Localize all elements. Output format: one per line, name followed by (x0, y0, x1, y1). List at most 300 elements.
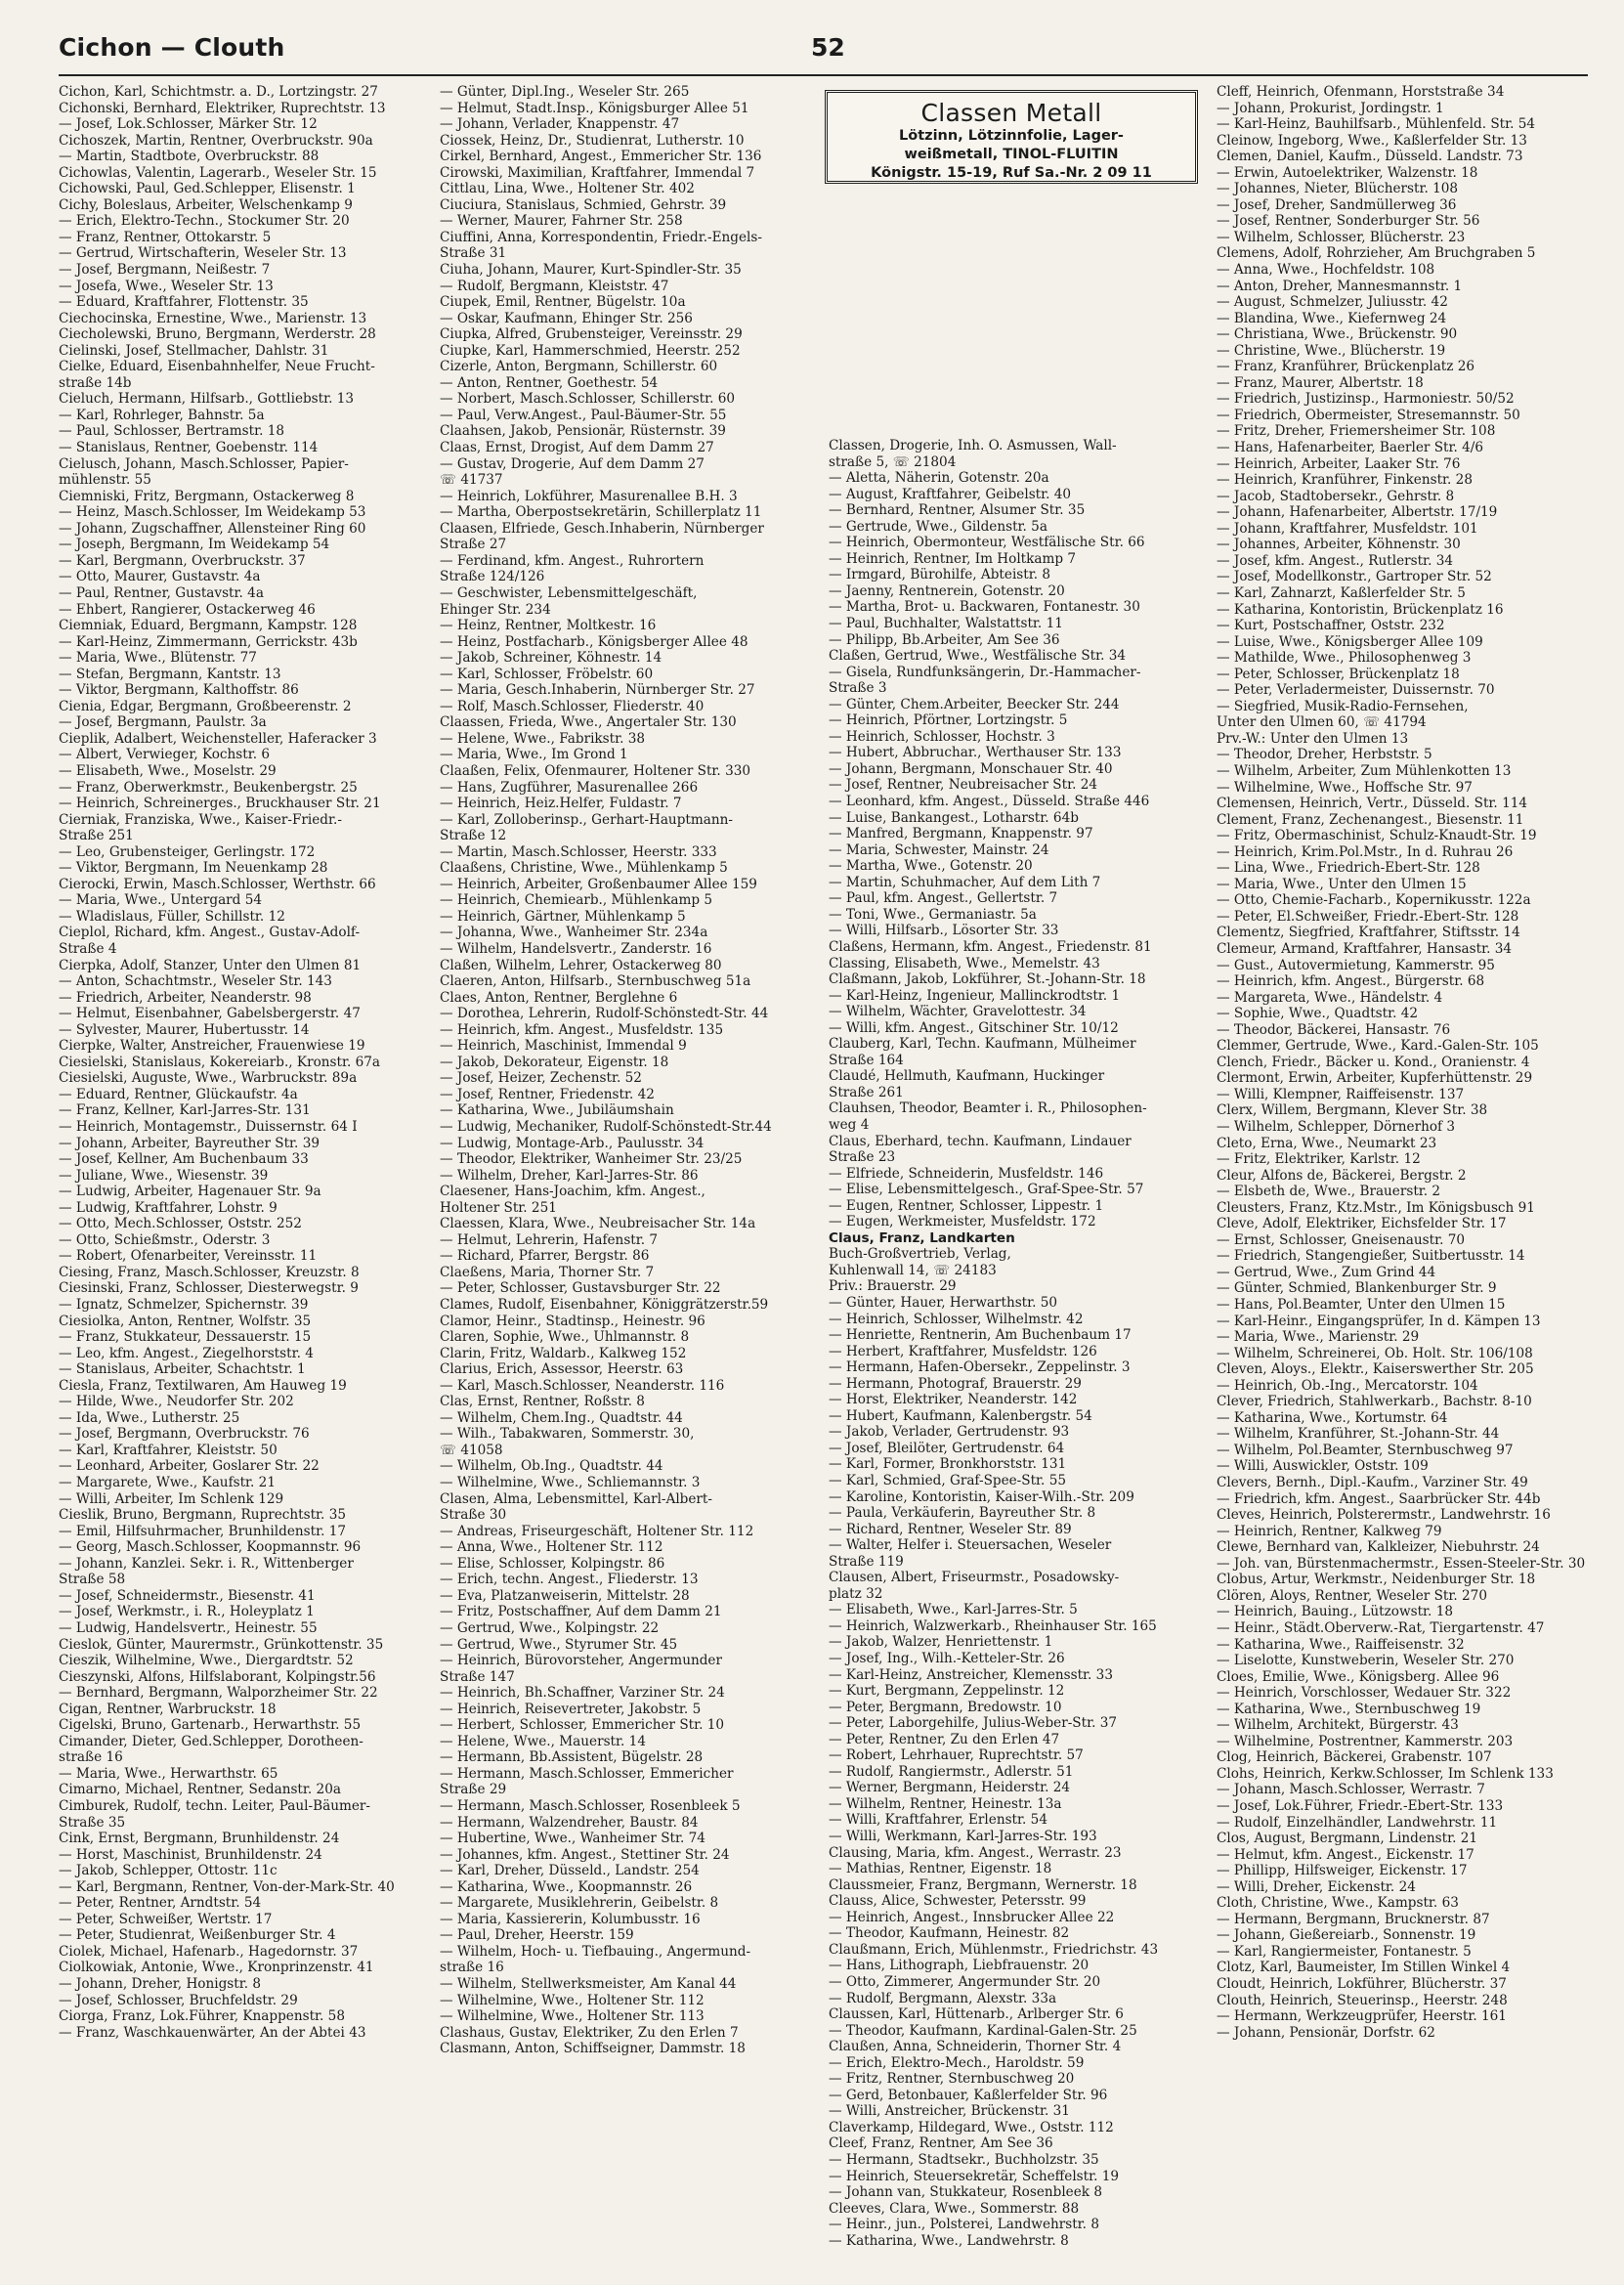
directory-entry: straße 14b (59, 374, 132, 391)
directory-entry: straße 16 (440, 1960, 504, 1976)
directory-entry: Ciesing, Franz, Masch.Schlosser, Kreuzstr. 8 (59, 1264, 360, 1280)
directory-entry: — Hubert, Kaufmann, Kalenbergstr. 54 (829, 1407, 1092, 1424)
directory-entry: — August, Schmelzer, Juliusstr. 42 (1217, 294, 1448, 311)
directory-entry: — Johann, Pensionär, Dorfstr. 62 (1217, 2024, 1435, 2041)
directory-entry: — Josef, Dreher, Sandmüllerweg 36 (1217, 196, 1457, 213)
directory-entry: Ciesla, Franz, Textilwaren, Am Hauweg 19 (59, 1377, 347, 1394)
directory-entry: Holtener Str. 251 (440, 1199, 557, 1216)
directory-entry: — Willi, kfm. Angest., Gitschiner Str. 10/12 (829, 1019, 1119, 1036)
directory-entry: Straße 164 (829, 1052, 904, 1068)
directory-entry: Straße 58 (59, 1572, 126, 1588)
directory-entry: — Heinrich, Angest., Innsbrucker Allee 22 (829, 1909, 1115, 1925)
directory-entry: — Franz, Rentner, Ottokarstr. 5 (59, 229, 272, 245)
directory-entry: — Josefa, Wwe., Weseler Str. 13 (59, 278, 274, 294)
directory-entry: — Anna, Wwe., Holtener Str. 112 (440, 1539, 663, 1556)
directory-entry: — Peter, Rentner, Zu den Erlen 47 (829, 1731, 1060, 1747)
directory-entry: — Hermann, Stadtsekr., Buchholzstr. 35 (829, 2151, 1099, 2168)
directory-entry: — Martha, Wwe., Gotenstr. 20 (829, 858, 1033, 875)
directory-entry: — Herbert, Kraftfahrer, Musfeldstr. 126 (829, 1343, 1097, 1359)
directory-entry: — Eduard, Rentner, Glückaufstr. 4a (59, 1086, 298, 1102)
directory-entry: — Josef, Kellner, Am Buchenbaum 33 (59, 1151, 309, 1168)
directory-entry: Clog, Heinrich, Bäckerei, Grabenstr. 107 (1217, 1749, 1492, 1766)
directory-entry: — Margarete, Musiklehrerin, Geibelstr. 8 (440, 1895, 719, 1912)
directory-entry: — Katharina, Wwe., Koopmannstr. 26 (440, 1878, 693, 1895)
directory-entry: Cittlau, Lina, Wwe., Holtener Str. 402 (440, 181, 695, 197)
directory-entry: — Albert, Verwieger, Kochstr. 6 (59, 747, 271, 763)
directory-entry: Straße 35 (59, 1814, 126, 1831)
directory-entry: — Jacob, Stadtobersekr., Gehrstr. 8 (1217, 488, 1455, 504)
directory-entry: — Mathias, Rentner, Eigenstr. 18 (829, 1861, 1052, 1877)
ad-title: Classen Metall (920, 99, 1102, 127)
directory-entry: — Willi, Auswickler, Oststr. 109 (1217, 1458, 1429, 1475)
directory-entry: — Heinrich, kfm. Angest., Bürgerstr. 68 (1217, 973, 1485, 990)
directory-entry: Cimarno, Michael, Rentner, Sedanstr. 20a (59, 1782, 341, 1798)
directory-entry: — Ida, Wwe., Lutherstr. 25 (59, 1409, 240, 1426)
directory-entry: Cieszynski, Alfons, Hilfslaborant, Kolpingstr.56 (59, 1668, 376, 1685)
directory-entry: Claesener, Hans-Joachim, kfm. Angest., (440, 1184, 705, 1200)
directory-entry: — Johann, Gießereiarb., Sonnenstr. 19 (1217, 1927, 1476, 1944)
directory-entry: Clames, Rudolf, Eisenbahner, Königgrätzerstr.59 (440, 1297, 769, 1314)
directory-entry: — Peter, Schlosser, Brückenplatz 18 (1217, 666, 1460, 682)
directory-entry: Cienia, Edgar, Bergmann, Großbeerenstr. 2 (59, 698, 352, 714)
directory-entry: Cleeves, Clara, Wwe., Sommerstr. 88 (829, 2200, 1080, 2217)
directory-entry: — Wilhelmine, Postrentner, Kammerstr. 203 (1217, 1733, 1514, 1749)
directory-entry: — Wilhelm, Kranführer, St.-Johann-Str. 44 (1217, 1426, 1500, 1443)
directory-entry: Cink, Ernst, Bergmann, Brunhildenstr. 24 (59, 1831, 340, 1847)
directory-entry: — Ferdinand, kfm. Angest., Ruhrortern (440, 552, 705, 569)
directory-entry: — Heinr., Städt.Oberverw.-Rat, Tiergartenstr. 47 (1217, 1619, 1545, 1636)
directory-entry: — Karl, Zahnarzt, Kaßlerfelder Str. 5 (1217, 584, 1466, 601)
directory-entry: — Gertrud, Wirtschafterin, Weseler Str. 13 (59, 245, 347, 262)
directory-entry: — Mathilde, Wwe., Philosophenweg 3 (1217, 650, 1472, 667)
directory-entry: Priv.: Brauerstr. 29 (829, 1278, 957, 1295)
directory-entry: — Paul, Buchhalter, Walstattstr. 11 (829, 616, 1063, 632)
directory-entry: — Eduard, Kraftfahrer, Flottenstr. 35 (59, 294, 309, 311)
directory-entry: — Andreas, Friseurgeschäft, Holtener Str. 112 (440, 1523, 754, 1539)
directory-entry: Straße 29 (440, 1782, 507, 1798)
directory-entry: Cieluch, Hermann, Hilfsarb., Gottliebstr. 13 (59, 391, 355, 408)
directory-entry: — Peter, Rentner, Arndtstr. 54 (59, 1895, 262, 1912)
directory-entry: — Hilde, Wwe., Neudorfer Str. 202 (59, 1394, 294, 1410)
directory-entry: — Karl, Dreher, Düsseld., Landstr. 254 (440, 1863, 700, 1879)
directory-entry: — Martin, Stadtbote, Overbruckstr. 88 (59, 149, 320, 165)
directory-entry: Straße 119 (829, 1553, 904, 1570)
directory-entry: Cirkel, Bernhard, Angest., Emmericher Str. 136 (440, 149, 762, 165)
directory-entry: — Helene, Wwe., Fabrikstr. 38 (440, 730, 646, 747)
directory-entry: — Wilhelm, Schreinerei, Ob. Holt. Str. 106/108 (1217, 1345, 1533, 1361)
directory-entry: Ciesielski, Auguste, Wwe., Warbruckstr. 89a (59, 1070, 358, 1087)
directory-entry: — Friedrich, Stangengießer, Suitbertusstr. 14 (1217, 1248, 1525, 1265)
directory-entry: — Heinrich, Bürovorsteher, Angermunder (440, 1653, 722, 1669)
directory-entry: — Heinrich, Schlosser, Hochstr. 3 (829, 728, 1055, 745)
directory-entry: Cimander, Dieter, Ged.Schlepper, Dorotheen- (59, 1733, 363, 1749)
directory-entry: — Johann van, Stukkateur, Rosenbleek 8 (829, 2184, 1102, 2201)
directory-entry: — Otto, Schießmstr., Oderstr. 3 (59, 1231, 271, 1248)
directory-entry: — Heinz, Masch.Schlosser, Im Weidekamp 53 (59, 504, 366, 521)
directory-entry: Clemensen, Heinrich, Vertr., Düsseld. Str. 114 (1217, 796, 1528, 812)
directory-entry: Ciecholewski, Bruno, Bergmann, Werderstr. 28 (59, 326, 376, 343)
directory-entry: — Ludwig, Arbeiter, Hagenauer Str. 9a (59, 1184, 321, 1200)
directory-entry: — Wilhelm, Hoch- u. Tiefbauing., Angermund- (440, 1943, 751, 1960)
ad-line-2: weißmetall, TINOL-FLUITIN (904, 147, 1119, 162)
directory-entry: — Willi, Anstreicher, Brückenstr. 31 (829, 2103, 1070, 2120)
directory-entry: — Otto, Chemie-Facharb., Kopernikusstr. 122a (1217, 892, 1531, 909)
directory-entry: — Kurt, Postschaffner, Oststr. 232 (1217, 618, 1445, 634)
directory-entry: — Jakob, Walzer, Henriettenstr. 1 (829, 1634, 1053, 1651)
directory-entry: — Wilhelmine, Wwe., Hoffsche Str. 97 (1217, 779, 1473, 796)
directory-entry: — Wilhelmine, Wwe., Holtener Str. 113 (440, 2008, 705, 2025)
directory-entry: — Karl, Bergmann, Rentner, Von-der-Mark-Str. 40 (59, 1878, 395, 1895)
directory-entry: Claudé, Hellmuth, Kaufmann, Huckinger (829, 1068, 1105, 1085)
directory-entry: — Theodor, Dreher, Herbststr. 5 (1217, 747, 1432, 763)
directory-entry: Cielinski, Josef, Stellmacher, Dahlstr. 31 (59, 342, 329, 359)
directory-entry: — Karl, Zolloberinsp., Gerhart-Hauptmann- (440, 811, 733, 828)
directory-entry: — Johann, Kanzlei. Sekr. i. R., Wittenberger (59, 1555, 354, 1572)
directory-entry: — Fritz, Dreher, Friemersheimer Str. 108 (1217, 423, 1496, 440)
directory-entry: Claussmeier, Franz, Bergmann, Wernerstr. 18 (829, 1876, 1137, 1893)
directory-entry: — Paul, Schlosser, Bertramstr. 18 (59, 423, 285, 440)
directory-entry: — Martha, Oberpostsekretärin, Schillerplatz 11 (440, 504, 762, 521)
directory-entry: Ciemniak, Eduard, Bergmann, Kampstr. 128 (59, 618, 358, 634)
directory-entry: — Wilhelm, Stellwerksmeister, Am Kanal 44 (440, 1975, 737, 1992)
directory-entry: — Ludwig, Kraftfahrer, Lohstr. 9 (59, 1199, 278, 1216)
directory-entry: Ehinger Str. 234 (440, 601, 551, 618)
directory-entry: Ciesielski, Stanislaus, Kokereiarb., Kronstr. 67a (59, 1054, 380, 1070)
directory-entry: Clouth, Heinrich, Steuerinsp., Heerstr. 248 (1217, 1992, 1508, 2008)
directory-entry: — Otto, Zimmerer, Angermunder Str. 20 (829, 1973, 1101, 1990)
directory-entry: — Jakob, Dekorateur, Eigenstr. 18 (440, 1054, 669, 1070)
directory-entry: Ciorga, Franz, Lok.Führer, Knappenstr. 58 (59, 2008, 345, 2025)
directory-entry: — Ernst, Schlosser, Gneisenaustr. 70 (1217, 1231, 1466, 1248)
directory-entry: — Wilhelmine, Wwe., Schliemannstr. 3 (440, 1475, 701, 1491)
directory-entry: Claes, Anton, Rentner, Berglehne 6 (440, 989, 678, 1006)
directory-entry: — Stanislaus, Rentner, Goebenstr. 114 (59, 440, 319, 456)
directory-entry: — Peter, El.Schweißer, Friedr.-Ebert-Str. 128 (1217, 908, 1519, 925)
directory-entry: — Leo, Grubensteiger, Gerlingstr. 172 (59, 843, 316, 860)
directory-entry: Straße 27 (440, 537, 507, 553)
directory-entry: Clos, August, Bergmann, Lindenstr. 21 (1217, 1831, 1478, 1847)
directory-entry: — Paul, kfm. Angest., Gellertstr. 7 (829, 890, 1058, 907)
directory-entry: — Josef, Bergmann, Overbruckstr. 76 (59, 1426, 310, 1443)
directory-entry: Claverkamp, Hildegard, Wwe., Oststr. 112 (829, 2119, 1114, 2135)
directory-entry: — Heinrich, Kranführer, Finkenstr. 28 (1217, 472, 1473, 489)
directory-entry: Cierpka, Adolf, Stanzer, Unter den Ulmen 81 (59, 957, 362, 973)
directory-entry: — Heinrich, Bauing., Lützowstr. 18 (1217, 1604, 1453, 1620)
directory-entry: — Georg, Masch.Schlosser, Koopmannstr. 96 (59, 1539, 362, 1556)
directory-entry: Ciolkowiak, Antonie, Wwe., Kronprinzenstr. 41 (59, 1960, 374, 1976)
directory-entry: Ciossek, Heinz, Dr., Studienrat, Lutherstr. 10 (440, 132, 745, 149)
directory-entry: — Hubertine, Wwe., Wanheimer Str. 74 (440, 1831, 705, 1847)
directory-entry: Clement, Franz, Zechenangest., Biesenstr. 11 (1217, 811, 1524, 828)
page-number: 52 (811, 33, 845, 62)
directory-entry: Cleve, Adolf, Elektriker, Eichsfelder Str. 17 (1217, 1216, 1507, 1232)
directory-entry: — Stanislaus, Arbeiter, Schachtstr. 1 (59, 1361, 306, 1378)
directory-entry: Claahsen, Jakob, Pensionär, Rüsternstr. 39 (440, 423, 726, 440)
directory-entry: Claaßens, Christine, Wwe., Mühlenkamp 5 (440, 860, 728, 877)
directory-entry: — Paula, Verkäuferin, Bayreuther Str. 8 (829, 1505, 1096, 1522)
directory-entry: Unter den Ulmen 60, ☏ 41794 (1217, 714, 1427, 731)
directory-entry: — Heinz, Rentner, Moltkestr. 16 (440, 618, 657, 634)
directory-entry: — Ignatz, Schmelzer, Spichernstr. 39 (59, 1297, 309, 1314)
directory-entry: — Johannes, Arbeiter, Köhnenstr. 30 (1217, 537, 1461, 553)
directory-entry: — Theodor, Kaufmann, Kardinal-Galen-Str. 25 (829, 2022, 1137, 2039)
directory-entry: — Josef, Werkmstr., i. R., Holeyplatz 1 (59, 1604, 315, 1620)
directory-entry: Straße 12 (440, 828, 507, 844)
directory-entry: — Aletta, Näherin, Gotenstr. 20a (829, 470, 1049, 487)
directory-entry: — Bernhard, Rentner, Alsumer Str. 35 (829, 502, 1086, 519)
directory-entry: — Ludwig, Montage-Arb., Paulusstr. 34 (440, 1135, 705, 1151)
directory-entry: — Maria, Wwe., Marienstr. 29 (1217, 1329, 1420, 1346)
directory-entry: — Willi, Dreher, Eickenstr. 24 (1217, 1878, 1416, 1895)
directory-entry: — Kurt, Bergmann, Zeppelinstr. 12 (829, 1683, 1065, 1700)
directory-entry: Cleven, Aloys., Elektr., Kaiserswerther Str. 205 (1217, 1361, 1534, 1378)
directory-entry: — Heinrich, Obermonteur, Westfälische Str. 66 (829, 535, 1145, 551)
directory-entry: — Wilhelm, Arbeiter, Zum Mühlenkotten 13 (1217, 762, 1512, 779)
directory-entry: Cloudt, Heinrich, Lokführer, Blücherstr. 37 (1217, 1975, 1507, 1992)
directory-entry: Cieszik, Wilhelmine, Wwe., Diergardtstr. 52 (59, 1653, 354, 1669)
directory-entry: Straße 30 (440, 1507, 507, 1524)
directory-entry: — Hans, Zugführer, Masurenallee 266 (440, 779, 699, 796)
directory-entry: Clotz, Karl, Baumeister, Im Stillen Winkel 4 (1217, 1960, 1511, 1976)
directory-entry: — Friedrich, kfm. Angest., Saarbrücker Str. 44b (1217, 1490, 1541, 1507)
directory-entry: Clench, Friedr., Bäcker u. Kond., Oranienstr. 4 (1217, 1054, 1530, 1070)
directory-entry: — Heinrich, Rentner, Kalkweg 79 (1217, 1523, 1442, 1539)
column-2 (440, 84, 811, 2057)
directory-entry: Prv.-W.: Unter den Ulmen 13 (1217, 730, 1409, 747)
directory-entry: — Heinrich, Krim.Pol.Mstr., In d. Ruhrau 26 (1217, 843, 1514, 860)
directory-entry: — Heinrich, Reisevertreter, Jakobstr. 5 (440, 1701, 702, 1717)
directory-entry: — August, Kraftfahrer, Geibelstr. 40 (829, 486, 1072, 502)
directory-entry: — Bernhard, Bergmann, Walporzheimer Str. 22 (59, 1685, 378, 1702)
directory-entry: — Jakob, Verlader, Gertrudenstr. 93 (829, 1424, 1070, 1441)
directory-entry: — Friedrich, Justizinsp., Harmoniestr. 50/52 (1217, 391, 1515, 408)
directory-entry: — Helmut, Eisenbahner, Gabelsbergerstr. 47 (59, 1006, 361, 1022)
directory-entry: Clemeur, Armand, Kraftfahrer, Hansastr. 34 (1217, 940, 1513, 957)
directory-entry: Ciolek, Michael, Hafenarb., Hagedornstr. 37 (59, 1943, 359, 1960)
directory-entry: Ciuffini, Anna, Korrespondentin, Friedr.-Engels- (440, 229, 762, 245)
directory-entry: — Willi, Arbeiter, Im Schlenk 129 (59, 1490, 284, 1507)
directory-entry: Ciupek, Emil, Rentner, Bügelstr. 10a (440, 294, 686, 311)
directory-entry: Cigelski, Bruno, Gartenarb., Herwarthstr. 55 (59, 1717, 362, 1734)
directory-entry: — Robert, Ofenarbeiter, Vereinsstr. 11 (59, 1248, 318, 1265)
directory-entry: Clarin, Fritz, Waldarb., Kalkweg 152 (440, 1345, 687, 1361)
directory-entry: — Luise, Bankangest., Lotharstr. 64b (829, 809, 1079, 826)
directory-entry: — Josef, Bergmann, Neißestr. 7 (59, 262, 271, 279)
directory-entry: — Heinrich, Pförtner, Lortzingstr. 5 (829, 712, 1068, 729)
directory-entry: — Gertrud, Wwe., Styrumer Str. 45 (440, 1636, 678, 1653)
directory-entry: Claeßens, Maria, Thorner Str. 7 (440, 1264, 655, 1280)
directory-entry: — Johannes, Nieter, Blücherstr. 108 (1217, 181, 1459, 197)
directory-entry: — Erich, Elektro-Techn., Stockumer Str. 20 (59, 213, 350, 230)
directory-entry: — Heinrich, Montagemstr., Duissernstr. 64 I (59, 1119, 358, 1135)
directory-entry: — Josef, Modellkonstr., Gartroper Str. 52 (1217, 569, 1492, 585)
directory-entry: — Hermann, Masch.Schlosser, Emmericher (440, 1765, 734, 1782)
directory-entry: — Willi, Hilfsarb., Lösorter Str. 33 (829, 923, 1059, 939)
directory-entry: — Dorothea, Lehrerin, Rudolf-Schönstedt-Str. 44 (440, 1006, 769, 1022)
directory-entry: — Heinrich, kfm. Angest., Musfeldstr. 135 (440, 1021, 724, 1038)
directory-entry: Cichoszek, Martin, Rentner, Overbruckstr. 90a (59, 132, 373, 149)
directory-entry: — Heinrich, Ob.-Ing., Mercatorstr. 104 (1217, 1377, 1478, 1394)
directory-entry: — Hermann, Hafen-Obersekr., Zeppelinstr. 3 (829, 1359, 1131, 1376)
directory-entry: — Wladislaus, Füller, Schillstr. 12 (59, 908, 285, 925)
directory-entry: — Christiana, Wwe., Brückenstr. 90 (1217, 326, 1458, 343)
directory-entry: — Josef, Lok.Schlosser, Märker Str. 12 (59, 116, 318, 133)
directory-entry: Cichowlas, Valentin, Lagerarb., Weseler Str. 15 (59, 164, 377, 181)
directory-entry: — Wilhelmine, Wwe., Holtener Str. 112 (440, 1992, 705, 2008)
directory-entry: Cleinow, Ingeborg, Wwe., Kaßlerfelder Str. 13 (1217, 132, 1527, 149)
directory-entry: Clemens, Adolf, Rohrzieher, Am Bruchgraben 5 (1217, 245, 1536, 262)
directory-entry: — Franz, Maurer, Albertstr. 18 (1217, 374, 1424, 391)
directory-entry: — Oskar, Kaufmann, Ehinger Str. 256 (440, 310, 693, 326)
directory-entry: — Karl, Kraftfahrer, Kleiststr. 50 (59, 1442, 278, 1458)
directory-entry: Clauss, Alice, Schwester, Petersstr. 99 (829, 1893, 1087, 1910)
directory-entry: — Helmut, kfm. Angest., Eickenstr. 17 (1217, 1846, 1474, 1863)
directory-entry: — Günter, Dipl.Ing., Weseler Str. 265 (440, 84, 690, 100)
directory-entry: ☏ 41737 (440, 472, 503, 489)
directory-entry: — Philipp, Bb.Arbeiter, Am See 36 (829, 631, 1060, 648)
directory-entry: Ciupka, Alfred, Grubensteiger, Vereinsstr. 29 (440, 326, 743, 343)
directory-entry: Cleusters, Franz, Ktz.Mstr., Im Königsbusch 91 (1217, 1199, 1535, 1216)
directory-entry: Clever, Friedrich, Stahlwerkarb., Bachstr. 8-10 (1217, 1394, 1532, 1410)
directory-entry: — Hermann, Masch.Schlosser, Rosenbleek 5 (440, 1797, 741, 1814)
directory-entry: — Ehbert, Rangierer, Ostackerweg 46 (59, 601, 316, 618)
directory-entry: — Karl, Former, Bronkhorststr. 131 (829, 1456, 1067, 1473)
directory-entry: — Friedrich, Arbeiter, Neanderstr. 98 (59, 989, 312, 1006)
directory-entry: — Martin, Schuhmacher, Auf dem Lith 7 (829, 874, 1101, 890)
directory-entry: — Josef, Schneidermstr., Biesenstr. 41 (59, 1587, 316, 1604)
directory-entry: — Maria, Wwe., Im Grond 1 (440, 747, 628, 763)
directory-entry: — Wilhelm, Chem.Ing., Quadtstr. 44 (440, 1409, 683, 1426)
directory-entry: Claßmann, Jakob, Lokführer, St.-Johann-Str. 18 (829, 971, 1146, 988)
directory-entry: Classen, Drogerie, Inh. O. Asmussen, Wall- (829, 438, 1117, 453)
column-3 (829, 438, 1200, 2249)
directory-entry: — Josef, Schlosser, Bruchfeldstr. 29 (59, 1992, 298, 2008)
advertisement-box (825, 90, 1198, 184)
directory-entry: — Fritz, Obermaschinist, Schulz-Knaudt-Str. 19 (1217, 828, 1537, 844)
directory-entry: — Heinz, Postfacharb., Königsberger Allee 48 (440, 633, 748, 650)
directory-entry: — Heinrich, Steuersekretär, Scheffelstr. 19 (829, 2168, 1120, 2184)
directory-entry: Straße 251 (59, 828, 134, 844)
directory-entry: Clobus, Artur, Werkmstr., Neidenburger Str. 18 (1217, 1572, 1536, 1588)
directory-entry: Clarius, Erich, Assessor, Heerstr. 63 (440, 1361, 684, 1378)
directory-entry: — Elisabeth, Wwe., Karl-Jarres-Str. 5 (829, 1602, 1078, 1618)
directory-entry: Clamor, Heinr., Stadtinsp., Heinestr. 96 (440, 1313, 705, 1329)
directory-entry: — Martha, Brot- u. Backwaren, Fontanestr. 30 (829, 599, 1140, 616)
directory-entry: Buch-Großvertrieb, Verlag, (829, 1246, 1011, 1263)
directory-entry: — Wilhelm, Dreher, Karl-Jarres-Str. 86 (440, 1167, 699, 1184)
directory-entry: — Katharina, Kontoristin, Brückenplatz 16 (1217, 601, 1504, 618)
directory-entry: mühlenstr. 55 (59, 472, 151, 489)
directory-entry: — Toni, Wwe., Germaniastr. 5a (829, 906, 1037, 923)
directory-entry: Clementz, Siegfried, Kraftfahrer, Stiftsstr. 14 (1217, 925, 1520, 941)
directory-entry: — Ludwig, Handelsvertr., Heinestr. 55 (59, 1619, 318, 1636)
directory-entry: — Peter, Bergmann, Bredowstr. 10 (829, 1699, 1062, 1715)
directory-entry: — Heinrich, Gärtner, Mühlenkamp 5 (440, 908, 686, 925)
directory-entry: — Johann, Masch.Schlosser, Werrastr. 7 (1217, 1782, 1485, 1798)
directory-entry: — Johannes, kfm. Angest., Stettiner Str. 24 (440, 1846, 730, 1863)
directory-entry: — Herbert, Schlosser, Emmericher Str. 10 (440, 1717, 725, 1734)
directory-entry: — Erwin, Autoelektriker, Walzenstr. 18 (1217, 164, 1478, 181)
directory-entry: — Viktor, Bergmann, Kalthoffstr. 86 (59, 682, 299, 699)
directory-entry: — Hubert, Abbruchar., Werthauser Str. 133 (829, 745, 1122, 761)
directory-entry: Cirowski, Maximilian, Kraftfahrer, Immendal 7 (440, 164, 755, 181)
directory-entry: — Gertrud, Wwe., Zum Grind 44 (1217, 1264, 1436, 1280)
directory-entry: — Stefan, Bergmann, Kantstr. 13 (59, 666, 281, 682)
directory-entry: — Heinrich, Schreinerges., Bruckhauser Str. 21 (59, 796, 381, 812)
ad-line-1: Lötzinn, Lötzinnfolie, Lager- (899, 128, 1124, 144)
directory-entry: — Peter, Verladermeister, Duissernstr. 70 (1217, 682, 1495, 699)
directory-entry: Classing, Elisabeth, Wwe., Memelstr. 43 (829, 955, 1100, 971)
directory-entry: — Maria, Kassiererin, Kolumbusstr. 16 (440, 1911, 701, 1927)
directory-entry: Claßen, Wilhelm, Lehrer, Ostackerweg 80 (440, 957, 722, 973)
directory-entry: Cichonski, Bernhard, Elektriker, Ruprechtstr. 13 (59, 100, 386, 116)
directory-entry: Claussen, Karl, Hüttenarb., Arlberger Str. 6 (829, 2006, 1124, 2023)
directory-entry: — Anton, Rentner, Goethestr. 54 (440, 374, 659, 391)
directory-entry: Clewe, Bernhard van, Kalkleizer, Niebuhrstr. 24 (1217, 1539, 1540, 1556)
directory-entry: Claßens, Hermann, kfm. Angest., Friedenstr. 81 (829, 938, 1152, 955)
directory-entry: Cloes, Emilie, Wwe., Königsberg. Allee 96 (1217, 1668, 1500, 1685)
directory-entry: Cielusch, Johann, Masch.Schlosser, Papier- (59, 455, 349, 472)
directory-entry: — Peter, Schweißer, Wertstr. 17 (59, 1911, 273, 1927)
directory-entry: — Wilhelm, Rentner, Heinestr. 13a (829, 1795, 1062, 1812)
running-head: Cichon — Clouth (59, 33, 285, 62)
directory-entry: — Emil, Hilfsuhrmacher, Brunhildenstr. 17 (59, 1523, 347, 1539)
directory-entry: Cichowski, Paul, Ged.Schlepper, Elisenstr. 1 (59, 181, 356, 197)
directory-entry: Claas, Ernst, Drogist, Auf dem Damm 27 (440, 440, 714, 456)
directory-entry: — Wilhelm, Handelsvertr., Zanderstr. 16 (440, 940, 712, 957)
directory-entry: — Elise, Lebensmittelgesch., Graf-Spee-Str. 57 (829, 1182, 1144, 1198)
directory-entry: Cloth, Christine, Wwe., Kampstr. 63 (1217, 1895, 1459, 1912)
directory-entry: — Manfred, Bergmann, Knappenstr. 97 (829, 826, 1093, 842)
directory-entry: — Karl, Schmied, Graf-Spee-Str. 55 (829, 1473, 1066, 1488)
directory-entry: — Elisabeth, Wwe., Moselstr. 29 (59, 762, 277, 779)
directory-entry: — Johann, Prokurist, Jordingstr. 1 (1217, 100, 1444, 116)
directory-entry: — Paul, Rentner, Gustavstr. 4a (59, 584, 264, 601)
directory-entry: — Maria, Wwe., Untergard 54 (59, 892, 262, 909)
directory-entry: — Heinr., jun., Polsterei, Landwehrstr. 8 (829, 2217, 1099, 2233)
directory-entry: — Maria, Gesch.Inhaberin, Nürnberger Str. 27 (440, 682, 755, 699)
directory-entry: — Hermann, Photograf, Brauerstr. 29 (829, 1375, 1082, 1392)
directory-entry: — Gertrude, Wwe., Gildenstr. 5a (829, 518, 1047, 535)
header-rule (59, 74, 1588, 76)
directory-entry: — Hermann, Werkzeugprüfer, Heerstr. 161 (1217, 2008, 1507, 2025)
directory-entry: — Rudolf, Bergmann, Kleiststr. 47 (440, 278, 669, 294)
directory-entry: — Heinrich, Bh.Schaffner, Varziner Str. 24 (440, 1685, 725, 1702)
directory-entry: — Franz, Oberwerkmstr., Beukenbergstr. 25 (59, 779, 358, 796)
directory-entry: — Karl, Rohrleger, Bahnstr. 5a (59, 407, 265, 423)
directory-entry: Clausing, Maria, kfm. Angest., Werrastr. 23 (829, 1844, 1122, 1861)
directory-entry: — Karl-Heinz, Bauhilfsarb., Mühlenfeld. Str. 54 (1217, 116, 1536, 133)
directory-entry: — Wilh., Tabakwaren, Sommerstr. 30, (440, 1426, 695, 1443)
directory-entry: — Karl, Bergmann, Overbruckstr. 37 (59, 552, 306, 569)
directory-entry: — Maria, Wwe., Unter den Ulmen 15 (1217, 876, 1467, 892)
directory-entry: Cimburek, Rudolf, techn. Leiter, Paul-Bäumer- (59, 1797, 370, 1814)
directory-entry: — Heinrich, Chemiearb., Mühlenkamp 5 (440, 892, 713, 909)
directory-entry: Clermont, Erwin, Arbeiter, Kupferhüttenstr. 29 (1217, 1070, 1533, 1087)
directory-entry: — Anton, Dreher, Mannesmannstr. 1 (1217, 278, 1463, 294)
directory-entry: — Heinrich, Lokführer, Masurenallee B.H. 3 (440, 488, 738, 504)
directory-entry: Ciupke, Karl, Hammerschmied, Heerstr. 252 (440, 342, 741, 359)
directory-entry: — Heinrich, Arbeiter, Laaker Str. 76 (1217, 455, 1461, 472)
directory-entry: — Karl, Rangiermeister, Fontanestr. 5 (1217, 1943, 1472, 1960)
directory-entry: — Eugen, Rentner, Schlosser, Lippestr. 1 (829, 1197, 1104, 1214)
directory-entry: Straße 31 (440, 245, 507, 262)
directory-entry: — Horst, Maschinist, Brunhildenstr. 24 (59, 1846, 322, 1863)
directory-entry: — Heinrich, Heiz.Helfer, Fuldastr. 7 (440, 796, 682, 812)
directory-entry: Ciesiolka, Anton, Rentner, Wolfstr. 35 (59, 1313, 312, 1329)
directory-entry: — Siegfried, Musik-Radio-Fernsehen, (1217, 698, 1469, 714)
directory-entry: — Horst, Elektriker, Neanderstr. 142 (829, 1392, 1078, 1408)
